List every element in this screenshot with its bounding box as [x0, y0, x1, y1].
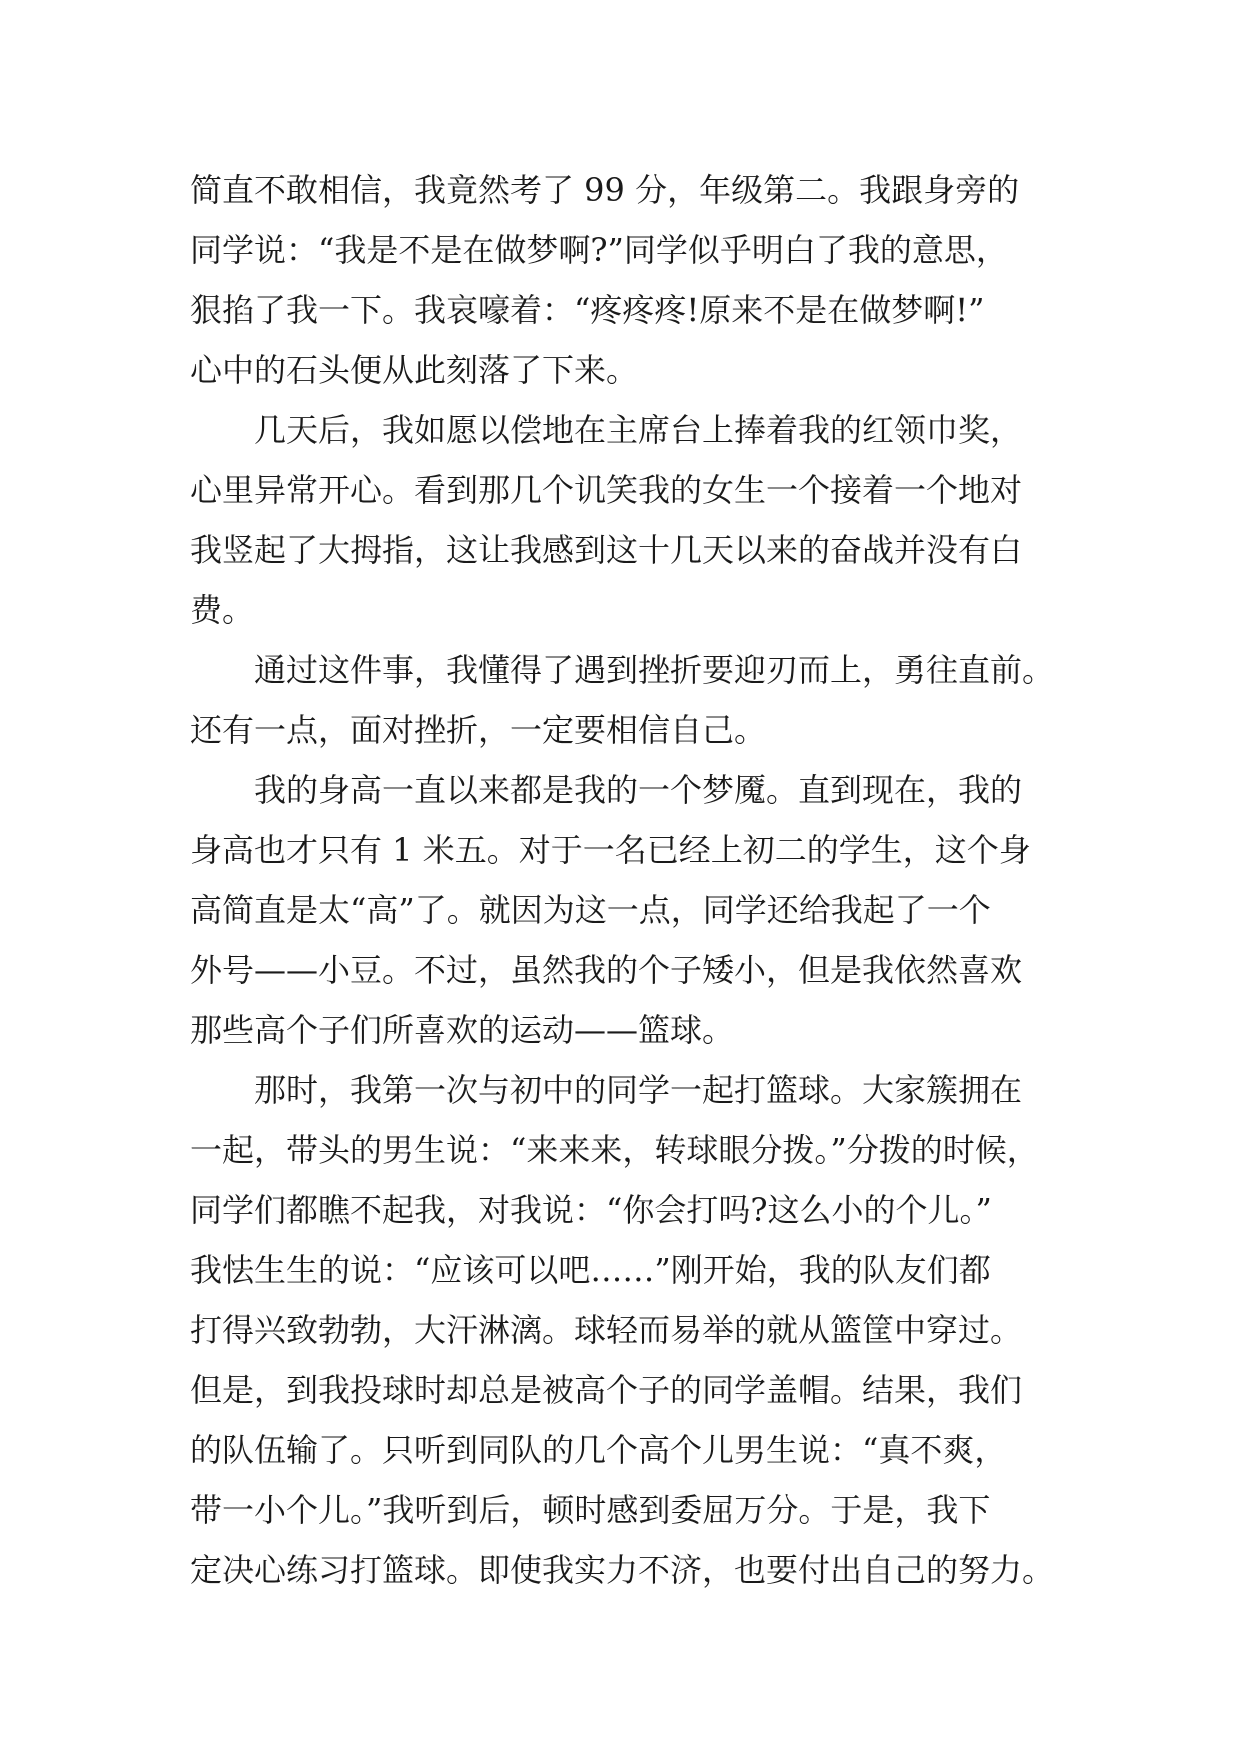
text-line: 我竖起了大拇指，这让我感到这十几天以来的奋战并没有白: [190, 531, 1023, 569]
text-line: 那些高个子们所喜欢的运动——篮球。: [190, 1011, 735, 1049]
text-line: 同学们都瞧不起我，对我说：“你会打吗?这么小的个儿。”: [190, 1191, 992, 1229]
text-line: 的队伍输了。只听到同队的几个高个儿男生说：“真不爽，: [190, 1431, 1007, 1469]
text-line: 费。: [190, 591, 255, 629]
text-line: 我怯生生的说：“应该可以吧……”刚开始，我的队友们都: [190, 1251, 991, 1289]
paragraph-first-line: 通过这件事，我懂得了遇到挫折要迎刃而上，勇往直前。: [254, 651, 1055, 689]
paragraph-first-line: 几天后，我如愿以偿地在主席台上捧着我的红领巾奖，: [254, 411, 1023, 449]
text-line: 外号——小豆。不过，虽然我的个子矮小，但是我依然喜欢: [190, 951, 1023, 989]
text-line: 心中的石头便从此刻落了下来。: [190, 351, 639, 389]
text-line: 但是，到我投球时却总是被高个子的同学盖帽。结果，我们: [190, 1371, 1023, 1409]
text-line: 一起，带头的男生说：“来来来，转球眼分拨。”分拨的时候，: [190, 1131, 1039, 1169]
body-text: [190, 160, 1060, 1600]
text-line: 心里异常开心。看到那几个讥笑我的女生一个接着一个地对: [190, 471, 1023, 509]
paragraph-first-line: 我的身高一直以来都是我的一个梦魇。直到现在，我的: [254, 771, 1023, 809]
paragraph-first-line: 那时，我第一次与初中的同学一起打篮球。大家簇拥在: [254, 1071, 1023, 1109]
text-line: 身高也才只有 1 米五。对于一名已经上初二的学生，这个身: [190, 831, 1031, 869]
text-line: 高简直是太“高”了。就因为这一点，同学还给我起了一个: [190, 891, 991, 929]
text-line: 狠掐了我一下。我哀嚎着：“疼疼疼!原来不是在做梦啊!”: [190, 291, 985, 329]
text-line: 打得兴致勃勃，大汗淋漓。球轻而易举的就从篮筐中穿过。: [190, 1311, 1023, 1349]
text-line: 定决心练习打篮球。即使我实力不济，也要付出自己的努力。: [190, 1551, 1055, 1589]
text-line: 带一小个儿。”我听到后，顿时感到委屈万分。于是，我下: [190, 1491, 991, 1529]
text-line: 同学说：“我是不是在做梦啊?”同学似乎明白了我的意思，: [190, 231, 1008, 269]
text-line: 还有一点，面对挫折，一定要相信自己。: [190, 711, 767, 749]
text-line: 简直不敢相信，我竟然考了 99 分，年级第二。我跟身旁的: [190, 171, 1020, 209]
